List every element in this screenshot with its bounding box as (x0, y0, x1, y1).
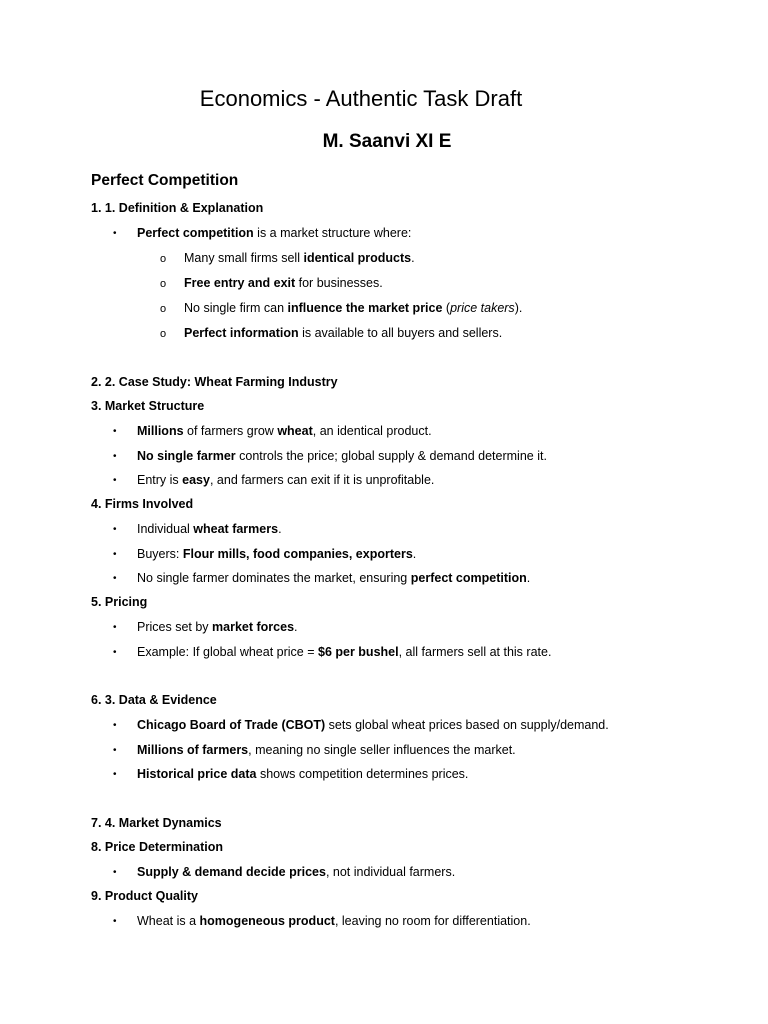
bullet-item (113, 473, 434, 487)
heading-text: 2. 2. Case Study: Wheat Farming Industry (91, 375, 338, 389)
bullet-item (113, 620, 298, 634)
text-run: ( (442, 301, 451, 315)
text-run: is available to all buyers and sellers. (298, 326, 503, 340)
text-run: homogeneous product (199, 914, 335, 928)
heading-text: 1. 1. Definition & Explanation (91, 201, 264, 215)
bullet-item (113, 226, 411, 240)
list-heading (91, 595, 147, 609)
text-run: No single farmer (137, 449, 236, 463)
text-run: Supply & demand decide prices (137, 865, 326, 879)
bullet-icon: • (113, 475, 117, 486)
bullet-item (113, 645, 551, 659)
text-run: Perfect information (184, 326, 299, 340)
text-run: , leaving no room for differentiation. (334, 914, 531, 928)
heading-text: 4. Firms Involved (91, 497, 194, 511)
circle-bullet-icon: o (160, 303, 167, 315)
text-run: $6 per bushel (318, 645, 399, 659)
heading-text: 5. Pricing (91, 595, 148, 609)
bullet-icon: • (113, 228, 117, 239)
text-run: . (411, 251, 415, 265)
list-heading (91, 497, 193, 511)
bullet-item (113, 424, 432, 438)
text-run: wheat farmers (193, 522, 279, 536)
text-run: sets global wheat prices based on supply/demand. (325, 718, 609, 732)
sub-bullet-item (160, 276, 383, 290)
text-run: . (526, 571, 531, 585)
text-run: market forces (212, 620, 295, 634)
heading-text: 3. Market Structure (91, 399, 205, 413)
bullet-icon: • (113, 573, 117, 584)
text-run: Many small firms sell (184, 251, 304, 265)
bullet-icon: • (113, 769, 117, 780)
text-run: Chicago Board of Trade (CBOT) (137, 718, 326, 732)
circle-bullet-icon: o (160, 253, 167, 265)
text-run: Historical price data (137, 767, 257, 781)
text-run: shows competition determines prices. (256, 767, 469, 781)
text-run: Entry is (137, 473, 183, 487)
circle-bullet-icon: o (160, 328, 167, 340)
bullet-item (113, 547, 416, 561)
bullet-item (113, 449, 547, 463)
list-heading (91, 889, 198, 903)
text-run: . (412, 547, 417, 561)
list-heading (91, 399, 204, 413)
bullet-item (113, 865, 455, 879)
text-run: for businesses. (295, 276, 383, 290)
text-run: wheat (277, 424, 313, 438)
text-run: Flour mills, food companies, exporters (182, 547, 413, 561)
text-run: Perfect competition (137, 226, 254, 240)
text-run: Free entry and exit (184, 276, 296, 290)
sub-bullet-item (160, 301, 522, 315)
text-run: , not individual farmers. (325, 865, 456, 879)
list-heading (91, 693, 217, 707)
list-heading (91, 375, 338, 389)
text-run: price takers (450, 301, 515, 315)
bullet-icon: • (113, 916, 117, 927)
text-run: of farmers grow (183, 424, 278, 438)
section-title: Perfect Competition (91, 172, 239, 189)
text-run: , and farmers can exit if it is unprofitable. (209, 473, 435, 487)
bullet-icon: • (113, 647, 117, 658)
bullet-icon: • (113, 720, 117, 731)
bullet-icon: • (113, 622, 117, 633)
text-run: , meaning no single seller influences the market. (248, 743, 516, 757)
bullet-item (113, 522, 282, 536)
text-run: , an identical product. (312, 424, 432, 438)
text-run: Individual (137, 522, 194, 536)
bullet-icon: • (113, 745, 117, 756)
heading-text: 9. Product Quality (91, 889, 198, 903)
text-run: , all farmers sell at this rate. (398, 645, 552, 659)
text-run: ). (514, 301, 523, 315)
heading-text: 8. Price Determination (91, 840, 223, 854)
text-run: Millions (137, 424, 184, 438)
text-run: . (278, 522, 282, 536)
heading-text: 6. 3. Data & Evidence (91, 693, 217, 707)
text-run: easy (182, 473, 210, 487)
text-run: No single farmer dominates the market, ensuring (137, 571, 411, 585)
text-run: is a market structure where: (253, 226, 412, 240)
list-heading (91, 816, 222, 830)
heading-text: 7. 4. Market Dynamics (91, 816, 222, 830)
text-run: Buyers: (137, 547, 183, 561)
circle-bullet-icon: o (160, 278, 167, 290)
text-run: Prices set by (137, 620, 213, 634)
bullet-icon: • (113, 451, 117, 462)
text-run: Example: If global wheat price = (137, 645, 318, 659)
sub-bullet-item (160, 326, 502, 340)
document-author: M. Saanvi XI E (322, 131, 452, 152)
bullet-item (113, 743, 516, 757)
list-heading (91, 201, 263, 215)
text-run: Millions of farmers (137, 743, 249, 757)
bullet-icon: • (113, 524, 117, 535)
text-run: . (294, 620, 298, 634)
text-run: controls the price; global supply & demand determine it. (235, 449, 547, 463)
sub-bullet-item (160, 251, 415, 265)
bullet-item (113, 914, 531, 928)
bullet-item (113, 718, 609, 732)
text-run: influence the market price (287, 301, 443, 315)
list-heading (91, 840, 223, 854)
bullet-icon: • (113, 549, 117, 560)
bullet-icon: • (113, 426, 117, 437)
text-run: perfect competition (410, 571, 527, 585)
bullet-item (113, 767, 468, 781)
text-run: Wheat is a (137, 914, 200, 928)
bullet-icon: • (113, 867, 117, 878)
text-run: No single firm can (184, 301, 288, 315)
text-run: identical products (303, 251, 412, 265)
bullet-item (113, 571, 530, 585)
document-title: Economics - Authentic Task Draft (199, 86, 523, 111)
